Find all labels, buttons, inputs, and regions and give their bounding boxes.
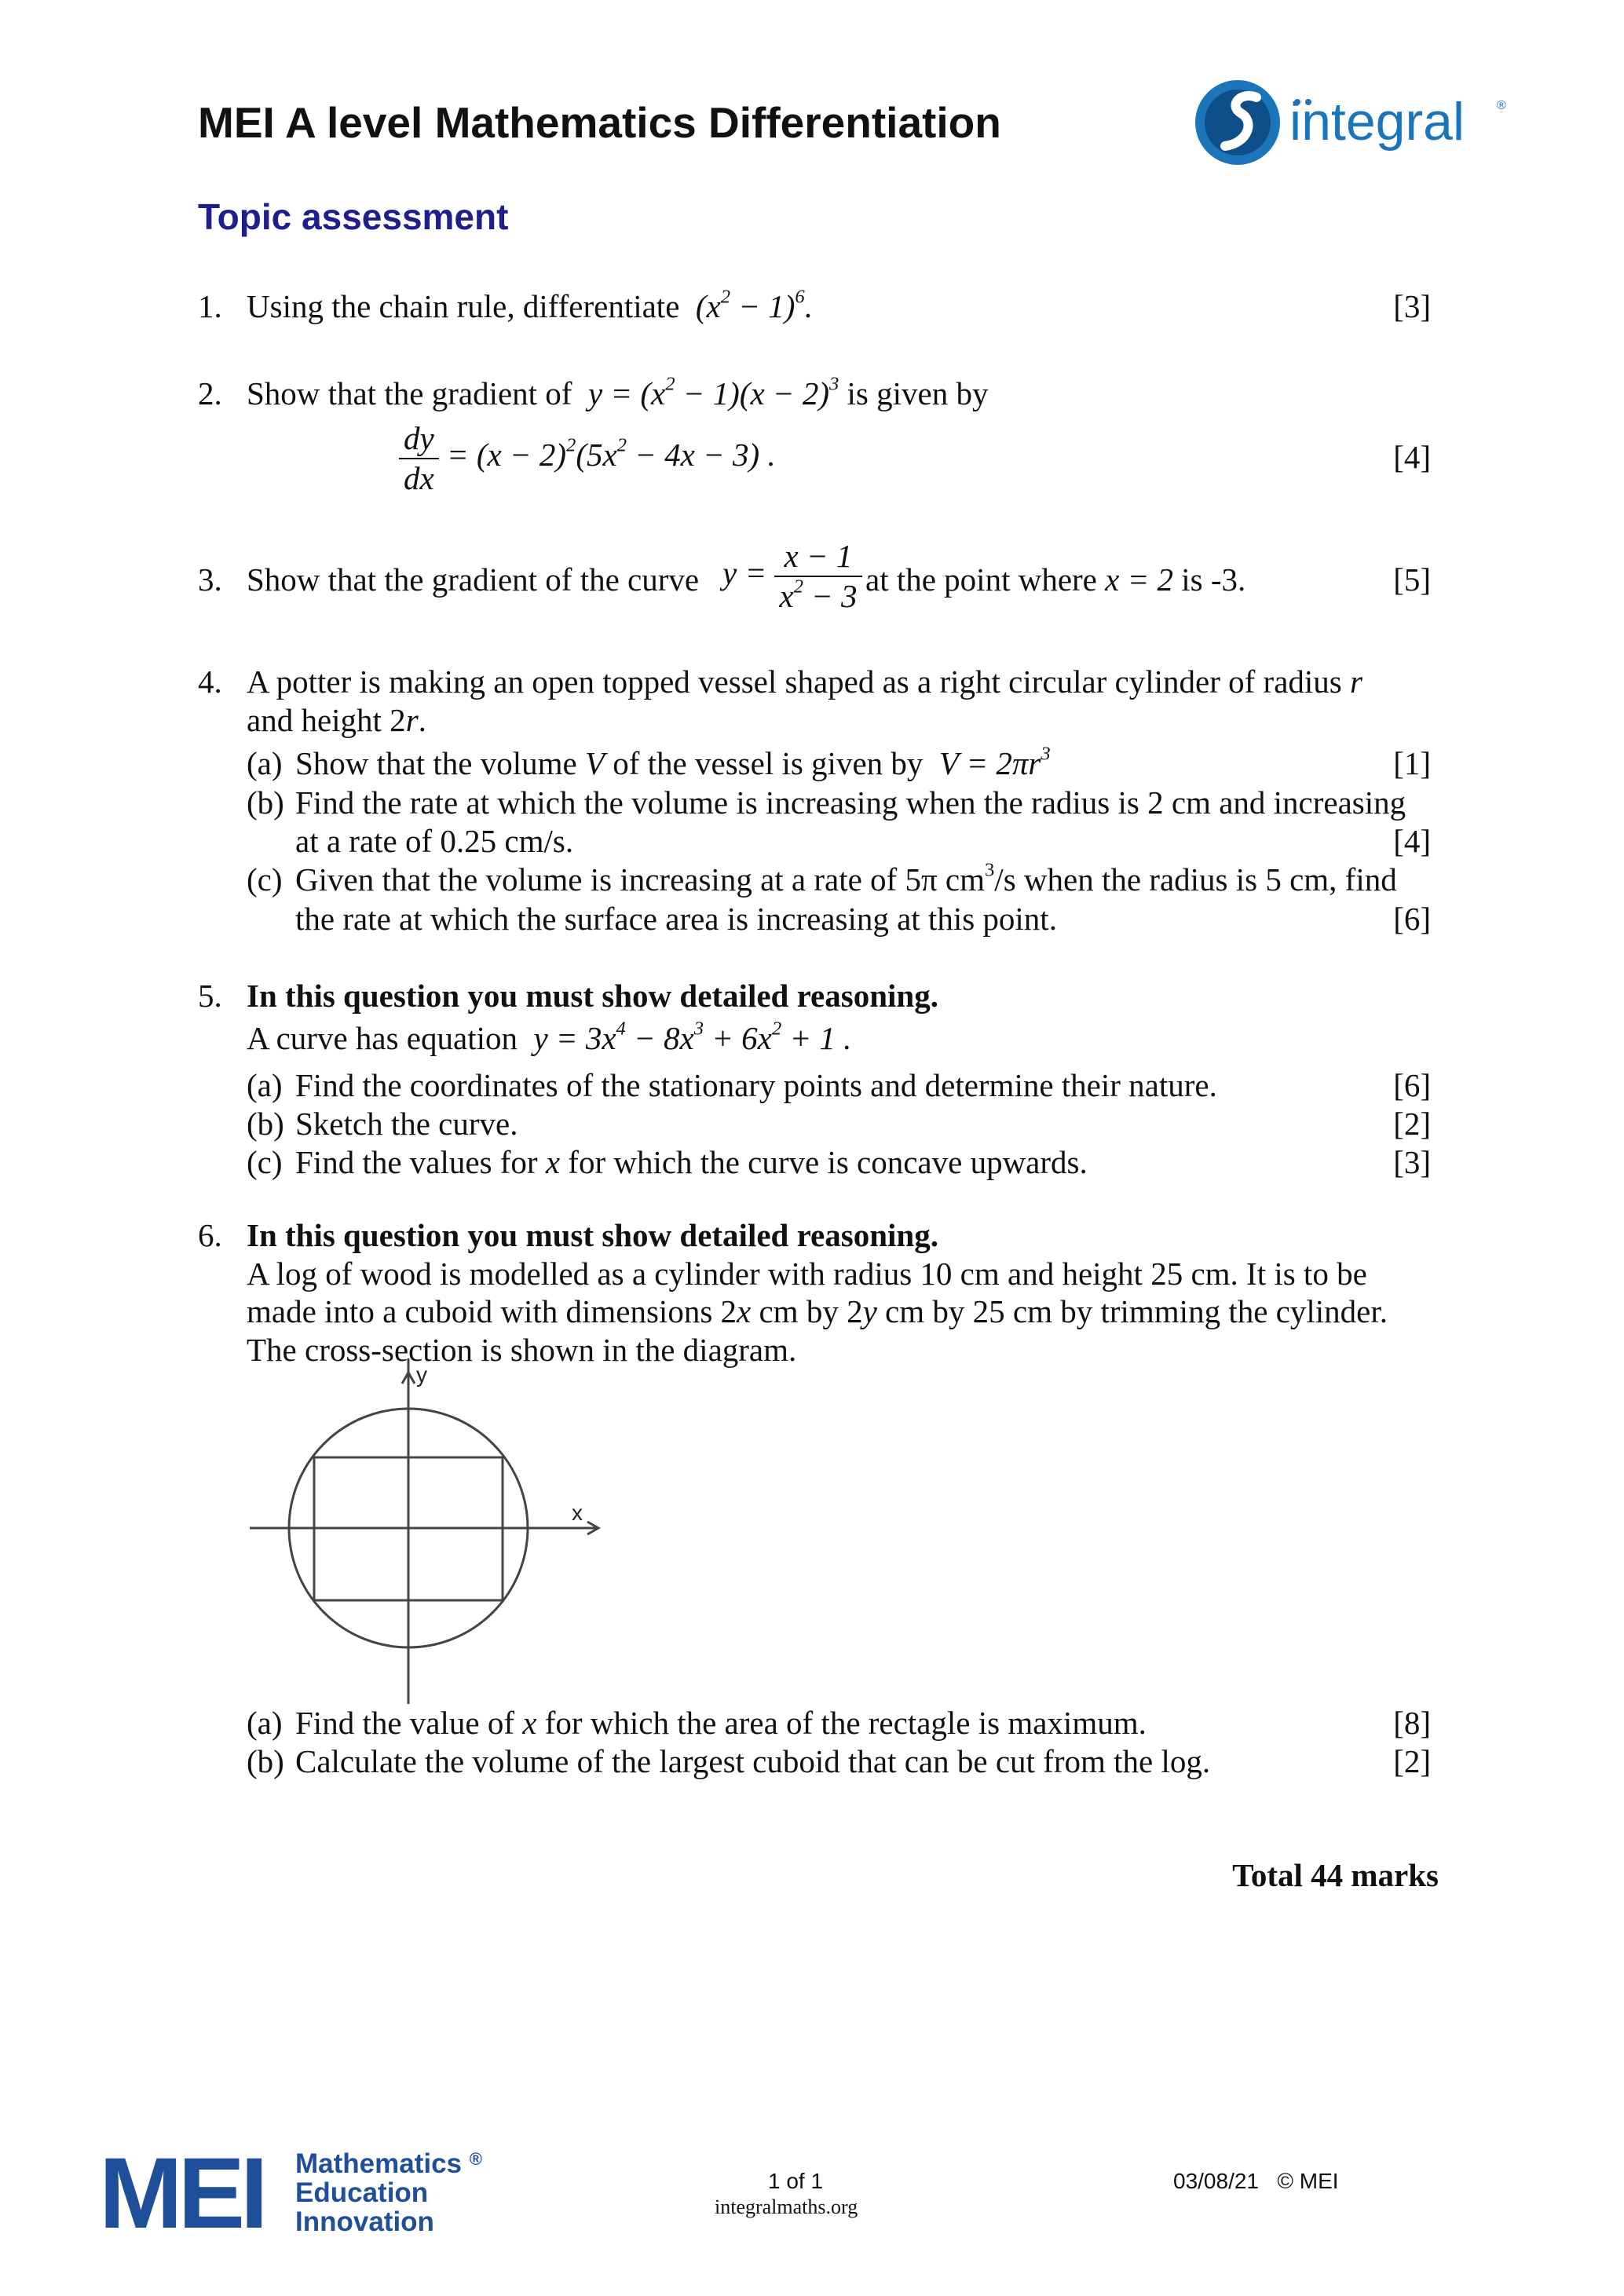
mei-logo-letters: MEI bbox=[99, 2137, 264, 2250]
page-title: MEI A level Mathematics Differentiation bbox=[198, 98, 1001, 147]
question-3-continued: at the point where x = 2 is -3. bbox=[865, 561, 1246, 598]
page-number: 1 of 1 bbox=[768, 2169, 824, 2193]
question-4a: (a) Show that the volume V of the vessel is given by $V = 2\pi r^3$ bbox=[247, 743, 1051, 781]
curve-fraction: $\frac{x - 1}{x^2 - 3}$ bbox=[774, 540, 861, 612]
question-text: A potter is making an open topped vessel shaped as a right circular cylinder of radius bbox=[247, 664, 1342, 700]
mei-logo: MEI Mathematics ® Education Innovation bbox=[99, 2137, 482, 2250]
question-6-line1: A log of wood is modelled as a cylinder with radius 10 cm and height 25 cm. It is to be bbox=[247, 1256, 1367, 1292]
mei-logo-line1: Mathematics bbox=[295, 2148, 463, 2179]
cross-section-diagram bbox=[236, 1358, 613, 1712]
question-4: 4. A potter is making an open topped vessel shaped as a right circular cylinder of radius r bbox=[198, 664, 1362, 700]
curve-equation: y = $\frac{x - 1}{x^2 - 3}$ bbox=[722, 540, 862, 612]
question-number: 4. bbox=[198, 664, 222, 700]
question-number: 1. bbox=[198, 288, 222, 324]
question-text: Show that the gradient of the curve bbox=[247, 561, 700, 598]
question-3 bbox=[198, 561, 700, 598]
question-number: 5. bbox=[198, 978, 222, 1014]
part-label: (a) bbox=[247, 1067, 283, 1103]
part-label: (c) bbox=[247, 1144, 283, 1180]
x-axis-label: x bbox=[572, 1501, 583, 1525]
part-label: (c) bbox=[247, 861, 283, 898]
question-2 bbox=[198, 373, 989, 411]
reasoning-instruction: In this question you must show detailed reasoning. bbox=[247, 1217, 938, 1253]
math-expression: $y = 3x^4 - 8x^3 + 6x^2 + 1$ . bbox=[533, 1018, 852, 1056]
math-expression: = $(x - 2)^2(5x^2 - 4x - 3)$ . bbox=[446, 434, 776, 473]
question-6 bbox=[198, 1217, 938, 1253]
question-4c: (c) Given that the volume is increasing at a rate of 5π $cm^3/s$ when the radius is 5 cm, find bbox=[247, 859, 1397, 898]
question-text: Show that the gradient of bbox=[247, 375, 572, 411]
integral-logo bbox=[1194, 74, 1508, 168]
marks: [5] bbox=[1393, 561, 1431, 598]
marks: [1] bbox=[1393, 745, 1431, 781]
math-expression: $V = 2\pi r^3$ bbox=[938, 743, 1051, 781]
marks: [4] bbox=[1393, 439, 1431, 475]
question-4b: (b) Find the rate at which the volume is increasing when the radius is 2 cm and increasing bbox=[247, 784, 1406, 821]
marks: [2] bbox=[1393, 1743, 1431, 1779]
integral-logo-text: integral bbox=[1289, 92, 1465, 152]
question-4c-line2: the rate at which the surface area is increasing at this point. bbox=[295, 901, 1057, 937]
question-text: Using the chain rule, differentiate bbox=[247, 288, 680, 324]
part-label: (a) bbox=[247, 745, 283, 781]
mei-logo-line2: Education bbox=[295, 2177, 429, 2208]
marks: [8] bbox=[1393, 1705, 1431, 1741]
question-6-line2: made into a cuboid with dimensions 2x cm by 2y cm by 25 cm by trimming the cylinder. bbox=[247, 1293, 1388, 1329]
part-label: (b) bbox=[247, 1743, 284, 1779]
question-5 bbox=[198, 978, 938, 1014]
integral-logo-trademark: ® bbox=[1497, 99, 1506, 112]
marks: [6] bbox=[1393, 1067, 1431, 1103]
question-4b-line2: at a rate of 0.25 cm/s. bbox=[295, 823, 574, 859]
question-5b: (b) Sketch the curve. bbox=[247, 1106, 518, 1142]
question-text: is given by bbox=[847, 375, 989, 411]
question-5a: (a) Find the coordinates of the stationary points and determine their nature. bbox=[247, 1067, 1217, 1103]
question-4-intro-line2: and height 2r. bbox=[247, 702, 426, 738]
mei-logo-line3: Innovation bbox=[295, 2206, 434, 2237]
site-url[interactable]: integralmaths.org bbox=[715, 2195, 858, 2218]
part-label: (b) bbox=[247, 1106, 284, 1142]
y-axis-label: y bbox=[416, 1362, 427, 1387]
marks: [3] bbox=[1393, 288, 1431, 324]
marks: [2] bbox=[1393, 1106, 1431, 1142]
question-6-line3: The cross-section is shown in the diagram. bbox=[247, 1332, 797, 1368]
question-number: 2. bbox=[198, 375, 222, 411]
question-6b: (b) Calculate the volume of the largest cuboid that can be cut from the log. bbox=[247, 1743, 1211, 1779]
footer-date: 03/08/21 © MEI bbox=[1173, 2169, 1339, 2193]
question-number: 6. bbox=[198, 1217, 222, 1253]
section-title: Topic assessment bbox=[198, 196, 509, 237]
derivative-fraction: $\frac{dy}{dx}$ bbox=[399, 422, 439, 495]
part-label: (a) bbox=[247, 1705, 283, 1741]
marks: [3] bbox=[1393, 1144, 1431, 1180]
question-1 bbox=[198, 286, 813, 324]
question-5c: (c) Find the values for x for which the curve is concave upwards. bbox=[247, 1144, 1088, 1180]
math-expression: $y = (x^2 - 1)(x - 2)^3$ bbox=[587, 373, 839, 411]
marks: [6] bbox=[1393, 901, 1431, 937]
total-marks: Total 44 marks bbox=[1232, 1857, 1439, 1893]
question-5-equation: A curve has equation $y = 3x^4 - 8x^3 + 6x^2 + 1$ . bbox=[247, 1018, 852, 1056]
marks: [4] bbox=[1393, 823, 1431, 859]
question-6a: (a) Find the value of x for which the area of the rectagle is maximum. bbox=[247, 1705, 1147, 1741]
math-expression: $(x^2 - 1)^6$. bbox=[695, 286, 813, 324]
reasoning-instruction: In this question you must show detailed reasoning. bbox=[247, 978, 938, 1014]
question-number: 3. bbox=[198, 561, 222, 598]
derivative-equation bbox=[399, 422, 776, 495]
part-label: (b) bbox=[247, 784, 284, 821]
